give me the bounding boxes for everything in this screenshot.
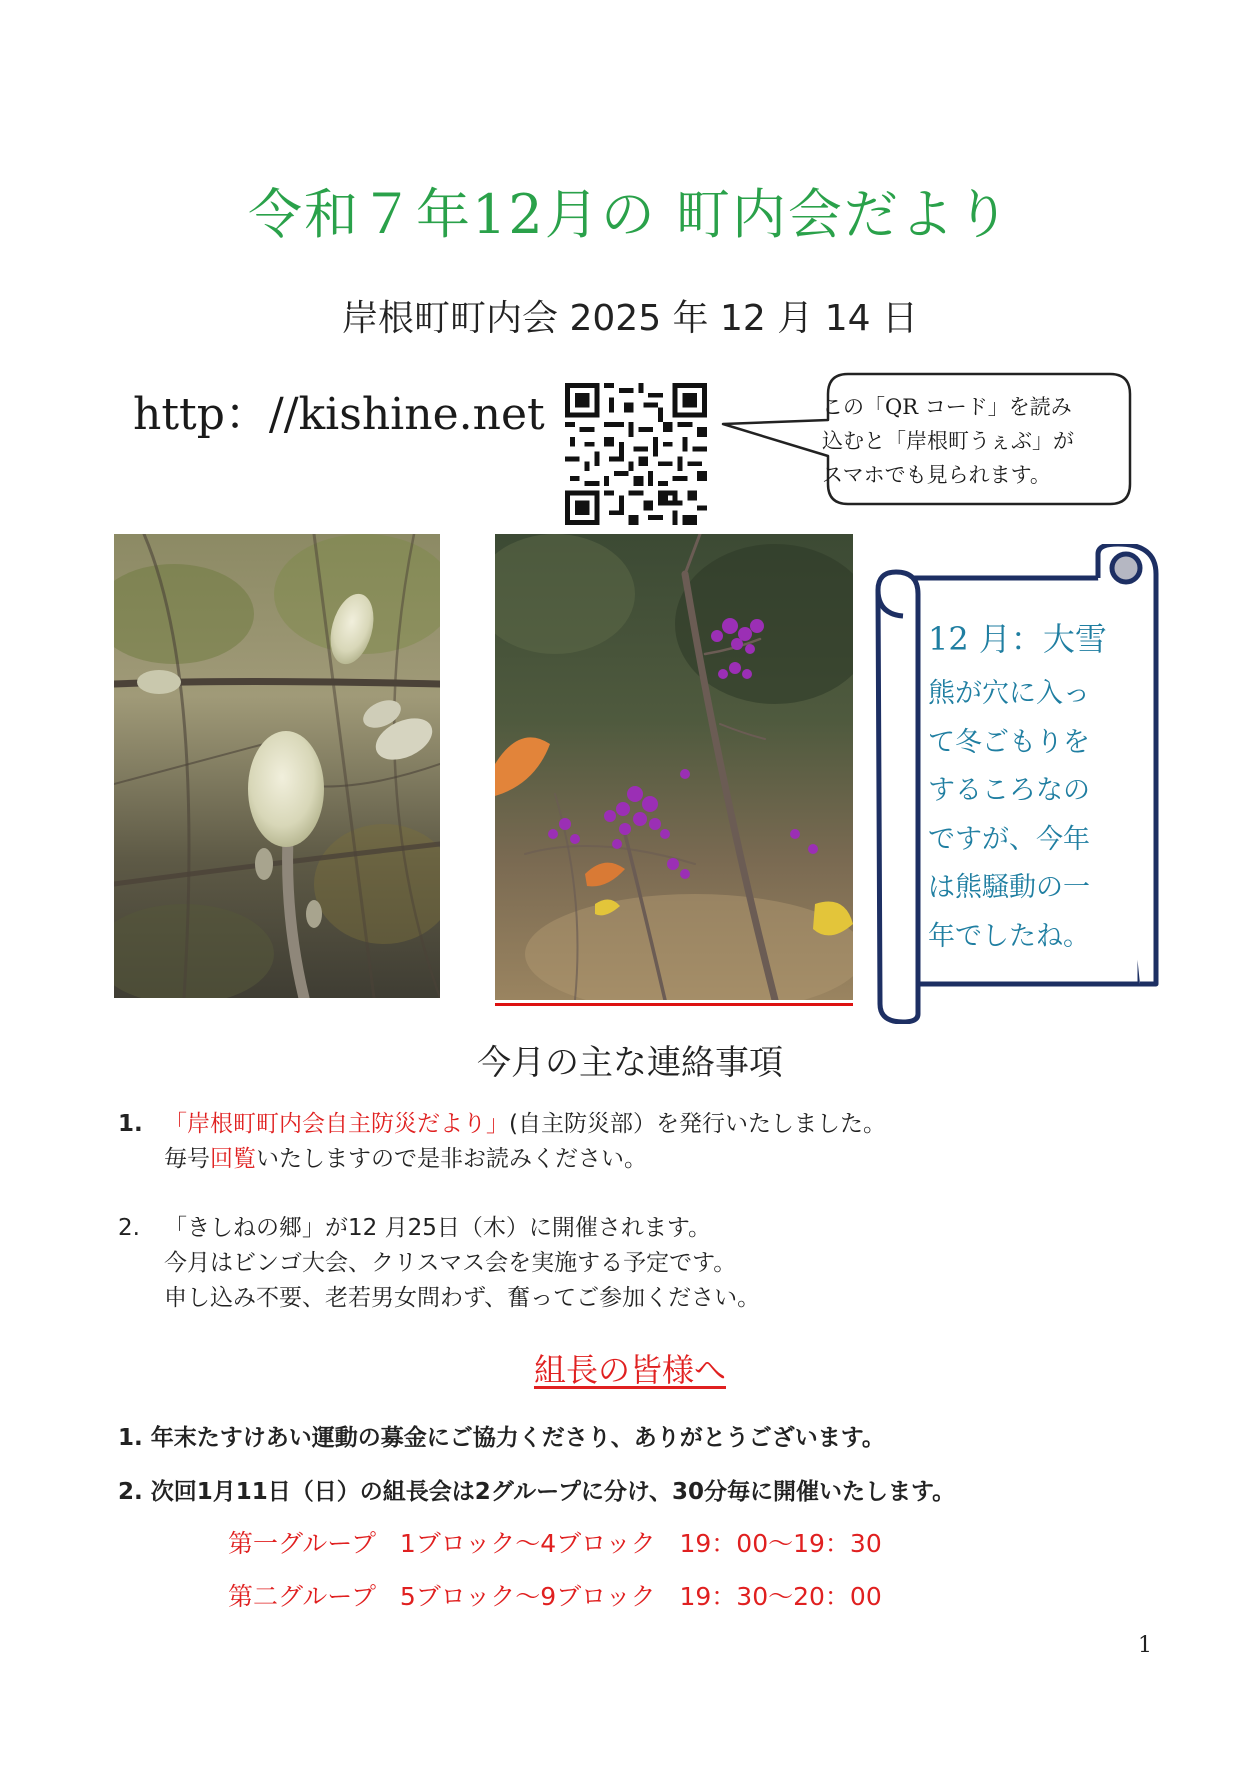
- group-schedule-1: 第一グループ 1ブロック～4ブロック 19：00～19：30: [228, 1529, 882, 1558]
- photo-underline: [495, 1003, 853, 1006]
- scroll-line: て冬ごもりを: [928, 726, 1090, 758]
- scroll-heading: 12 月：大雪: [928, 620, 1107, 658]
- group-schedule-2: 第二グループ 5ブロック～9ブロック 19：30～20：00: [228, 1582, 882, 1611]
- notice-item-1: [118, 1107, 1168, 1177]
- notice-line: 「きしねの郷」が12 月25日（木）に開催されます。: [164, 1215, 712, 1241]
- notices-heading: 今月の主な連絡事項: [477, 1043, 783, 1083]
- page-number: 1: [1138, 1633, 1152, 1658]
- magnolia-bud-photo: [114, 534, 440, 998]
- notice-text: いたしますので是非お読みください。: [256, 1146, 647, 1172]
- bubble-line: スマホでも見られます。: [822, 463, 1051, 487]
- scroll-line: は熊騒動の一: [928, 872, 1090, 903]
- notice-line: 申し込み不要、老若男女問わず、奮ってご参加ください。: [164, 1285, 761, 1311]
- leader-item-1: 1. 年末たすけあい運動の募金にご協力くださり、ありがとうございます。: [118, 1425, 885, 1451]
- notice-item-2: [118, 1211, 1168, 1316]
- beautyberry-photo: [495, 534, 853, 1000]
- scroll-text: [928, 614, 1118, 961]
- scroll-line: ですが、今年: [928, 823, 1090, 855]
- qr-bubble-text: [822, 390, 1122, 492]
- notice-line: 今月はビンゴ大会、クリスマス会を実施する予定です。: [164, 1250, 737, 1276]
- list-number: 2.: [118, 1215, 140, 1241]
- bubble-line: 込むと「岸根町うぇぶ」が: [822, 429, 1074, 453]
- qr-code-icon: [565, 383, 707, 525]
- scroll-line: するころなの: [928, 775, 1090, 806]
- leaders-heading: 組長の皆様へ: [533, 1351, 726, 1389]
- website-url[interactable]: http：//kishine.net: [133, 389, 545, 440]
- list-number: 1.: [118, 1111, 143, 1137]
- page-title: 令和７年12月の 町内会だより: [248, 183, 1012, 246]
- scroll-line: 熊が穴に入っ: [928, 678, 1090, 709]
- bulletin-title: 「岸根町町内会自主防災だより」: [164, 1111, 509, 1137]
- organization-date: 岸根町町内会 2025 年 12 月 14 日: [342, 298, 918, 339]
- bubble-line: この「QR コード」を読み: [822, 395, 1072, 419]
- scroll-line: 年でしたね。: [928, 920, 1090, 952]
- notice-text: (自主防災部）を発行いたしました。: [509, 1111, 886, 1137]
- circulation-word: 回覧: [210, 1146, 256, 1172]
- leader-item-2: 2. 次回1月11日（日）の組長会は2グループに分け、30分毎に開催いたします。: [118, 1479, 956, 1505]
- notice-line: [118, 1107, 1168, 1142]
- notice-line: [118, 1142, 1168, 1177]
- notice-text: 毎号: [164, 1146, 210, 1172]
